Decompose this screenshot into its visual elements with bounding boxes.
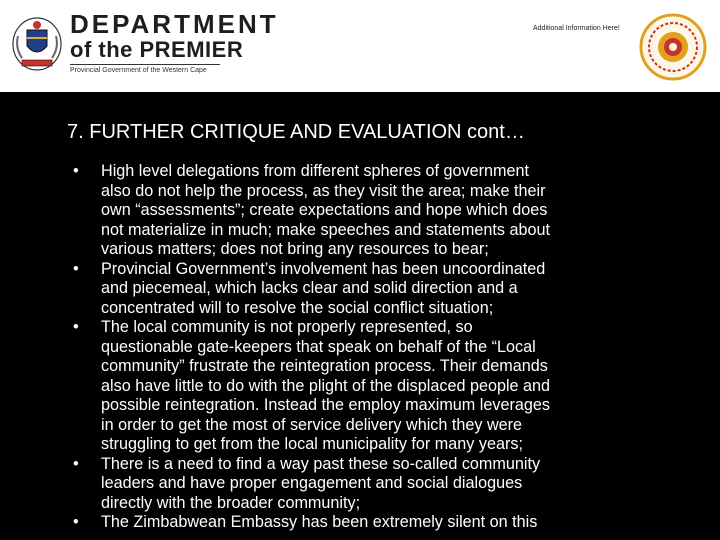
department-subtitle: of the PREMIER — [70, 37, 244, 62]
bullet-item — [73, 162, 673, 260]
coat-of-arms-icon — [10, 14, 64, 74]
bullet-marker: • — [73, 162, 79, 180]
slide-body — [0, 92, 720, 540]
bullet-marker: • — [73, 454, 79, 473]
bullet-text: High level delegations from different spheres of government also do not help the process, as they visit the area; make their own “assessments”; create expectations and hope which does not materialize in much; make speeches and statements about various matters; does not bring any resources to bear; — [101, 162, 550, 258]
slide-title: 7. FURTHER CRITIQUE AND EVALUATION cont… — [67, 121, 525, 143]
bullet-text: The local community is not properly represented, so questionable gate-keepers that speak on behalf of the “Local community” frustrate the reintegration process. Their demands also have little to do with the plight of the displaced people and possible reintegration. Instead the employ maximum leverages in order to get the most of service delivery which they were struggling to get from the local municipality for many years; — [101, 318, 551, 453]
department-tagline: Provincial Government of the Western Cape — [70, 67, 207, 74]
bullet-text: There is a need to find a way past these so-called community leaders and have proper engagement and social dialogues directly with the broader community; — [101, 454, 541, 512]
bullet-text: Provincial Government’s involvement has been uncoordinated and piecemeal, which lacks clear and solid direction and a concentrated will to resolve the social conflict situation; — [101, 259, 546, 317]
bullet-text: The Zimbabwean Embassy has been extremely silent on this — [101, 513, 538, 531]
bullet-item — [73, 260, 673, 319]
department-title: DEPARTMENT — [70, 9, 279, 39]
bullet-marker: • — [73, 513, 79, 531]
bullet-marker: • — [73, 259, 79, 278]
bullet-item — [73, 455, 673, 514]
bullet-item — [73, 318, 673, 455]
department-rule — [70, 64, 220, 65]
additional-info-text: Additional Information Here! — [533, 25, 620, 32]
bullet-list — [73, 162, 673, 533]
page-header — [0, 0, 720, 92]
bullet-marker: • — [73, 318, 79, 336]
bullet-item — [73, 513, 673, 533]
commemorative-seal-icon — [638, 12, 708, 82]
